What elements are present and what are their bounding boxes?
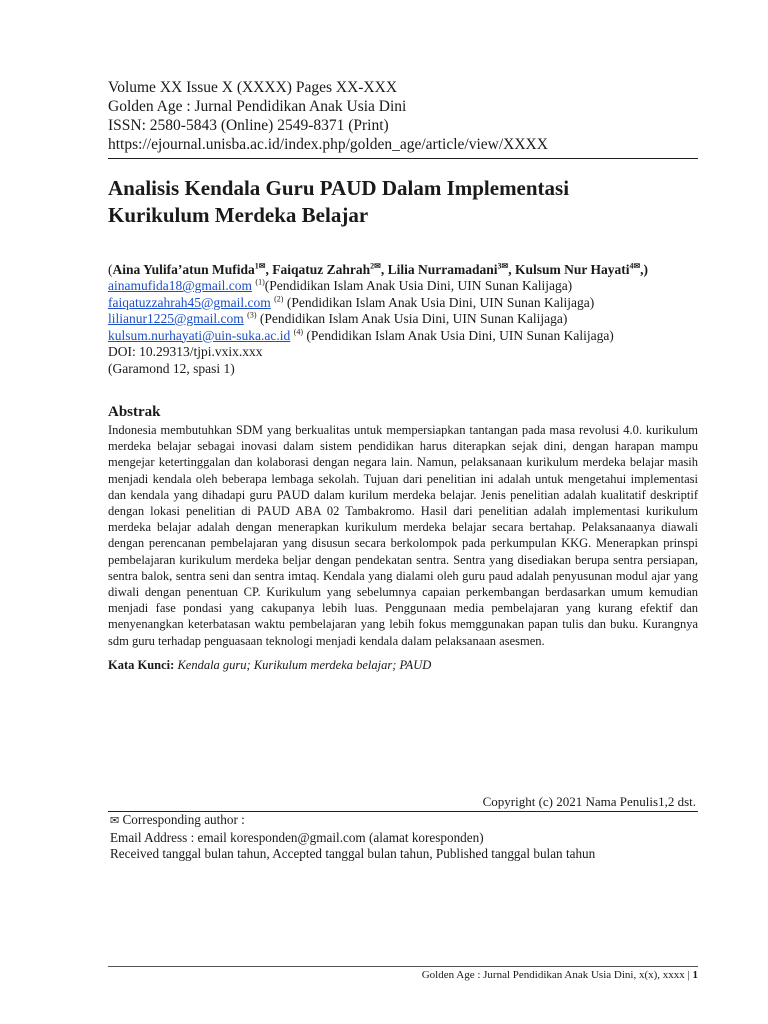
article-dates: Received tanggal bulan tahun, Accepted tanggal bulan tahun, Published tanggal bulan tahun — [110, 846, 596, 861]
author-2-mark: 2✉ — [370, 261, 381, 271]
affiliation-3 — [108, 311, 698, 328]
keywords — [108, 657, 698, 673]
author-open: ( — [108, 262, 113, 277]
affiliation-num-4: (4) — [293, 327, 303, 336]
email-link-1[interactable]: ainamufida18@gmail.com — [108, 278, 253, 293]
author-list — [108, 262, 698, 278]
font-note: (Garamond 12, spasi 1) — [108, 360, 235, 376]
page-footer — [422, 968, 698, 982]
author-close: ,) — [640, 262, 649, 277]
email-link-2[interactable]: faiqatuzzahrah45@gmail.com — [108, 294, 271, 310]
author-3: , Lilia Nurramadani — [380, 262, 498, 277]
author-3-mark: 3✉ — [497, 261, 509, 271]
affiliation-2 — [108, 295, 698, 312]
keywords-label: Kata Kunci: — [108, 657, 175, 672]
email-link-4[interactable]: kulsum.nurhayati@uin-suka.ac.id — [108, 327, 291, 343]
affiliation-text-3: (Pendidikan Islam Anak Usia Dini, UIN Sunan Kalijaga) — [259, 311, 568, 326]
keywords-value: Kendala guru; Kurikulum merdeka belajar; PAUD — [177, 657, 432, 672]
affiliation-num-2: (2) — [274, 294, 284, 303]
title-line-2: Kurikulum Merdeka Belajar — [108, 203, 369, 227]
header-divider — [108, 158, 698, 159]
article-page — [108, 78, 698, 673]
envelope-icon: ✉ — [110, 814, 120, 827]
affiliation-1 — [108, 278, 698, 295]
corresponding-line — [110, 812, 710, 830]
affiliation-text-2: (Pendidikan Islam Anak Usia Dini, UIN Sunan Kalijaga) — [286, 294, 595, 310]
copyright-notice: Copyright (c) 2021 Nama Penulis1,2 dst. — [482, 794, 696, 809]
affiliation-text-4: (Pendidikan Islam Anak Usia Dini, UIN Sunan Kalijaga) — [306, 327, 614, 343]
author-4-mark: 4✉ — [629, 261, 641, 271]
corresponding-email: Email Address : email koresponden@gmail.com (alamat koresponden) — [110, 829, 484, 845]
page-footer-divider — [108, 966, 698, 967]
author-1-mark: 1✉ — [254, 261, 266, 271]
title-line-1: Analisis Kendala Guru PAUD Dalam Implementasi — [108, 176, 570, 200]
affiliation-4 — [108, 328, 698, 345]
journal-issn: ISSN: 2580-5843 (Online) 2549-8371 (Print) — [108, 117, 389, 134]
journal-name: Golden Age : Jurnal Pendidikan Anak Usia Dini — [108, 98, 407, 115]
abstract-text: Indonesia membutuhkan SDM yang berkualitas untuk mempersiapkan tantangan pada masa revolusi 4.0. kurikulum merdeka belajar sebagai inovasi dalam sistem pendidikan harus diterapkan sejak dini, dengan harapan mampu mengejar ketertinggalan dan kolaborasi dengan negara lain. Namun, pelaksanaan kurikulum merdeka belajar masih menjadi kendala oleh beberapa lembaga sekolah. Tujuan dari penelitian ini adalah untuk mengetahui implementasi dan kendala yang dihadapi guru PAUD dalam kurilum merdeka belajar. Jenis penelitian adalah kualitatif deskriptif dengan lokasi penelitian di PAUD ABA 02 Tambakromo. Hasil dari penelitian adalah implementasi kurikulum merdeka belajar adalah dengan menerapkan kurikulum merdeka belajar secara bertahap. Pelaksanaanya diawali dengan perencanan pembelajaran yang disusun secara berkolompok pada perkumpulan KKG. Menerapkan prinspi pembelajaran kurikulum merdeka beljar dengan pendekatan sentra. Sentra yang disediakan berupa sentra persiapan, sentra balok, sentra seni dan sentra imtaq. Kendala yang dialami oleh guru paud adalah penyusunan modul ajar yang diwali dengan penentuan CP. Kurikulum yang sebelumnya capaian perkembangan berdasarkan umum kemudian menjadi fase pondasi yang cakupanya lebih luas. Penggunaan media pembelajaran yang kurang efektif dan menyenangkan keterbatasan waktu pembelajaran yang lebih fokus memggunakan papan tulis dan buku. Kurangnya sdm guru terhadap penguasaan teknologi menjadi kendala dalam pelaksanaan asesmen. — [108, 423, 698, 648]
abstract-heading: Abstrak — [108, 404, 161, 420]
corresponding-block — [110, 812, 710, 863]
affiliation-num-1: (1) — [255, 277, 265, 287]
page-footer-text: Golden Age : Jurnal Pendidikan Anak Usia Dini, x(x), xxxx — [421, 969, 685, 981]
journal-url[interactable]: https://ejournal.unisba.ac.id/index.php/golden_age/article/view/XXXX — [108, 136, 548, 153]
doi: DOI: 10.29313/tjpi.vxix.xxx — [108, 344, 263, 359]
corresponding-label: Corresponding author : — [122, 812, 245, 827]
affiliation-text-1: (Pendidikan Islam Anak Usia Dini, UIN Sunan Kalijaga) — [264, 278, 573, 293]
article-title — [108, 175, 698, 229]
author-1: Aina Yulifa’atun Mufida — [112, 262, 255, 277]
author-2: , Faiqatuz Zahrah — [265, 262, 371, 277]
affiliation-list — [108, 278, 698, 344]
page-number: 1 — [692, 969, 698, 981]
affiliation-num-3: (3) — [247, 310, 257, 320]
page-footer-sep: | — [687, 969, 690, 981]
journal-volume: Volume XX Issue X (XXXX) Pages XX-XXX — [108, 79, 398, 96]
author-4: , Kulsum Nur Hayati — [508, 262, 630, 277]
email-link-3[interactable]: lilianur1225@gmail.com — [108, 311, 244, 326]
